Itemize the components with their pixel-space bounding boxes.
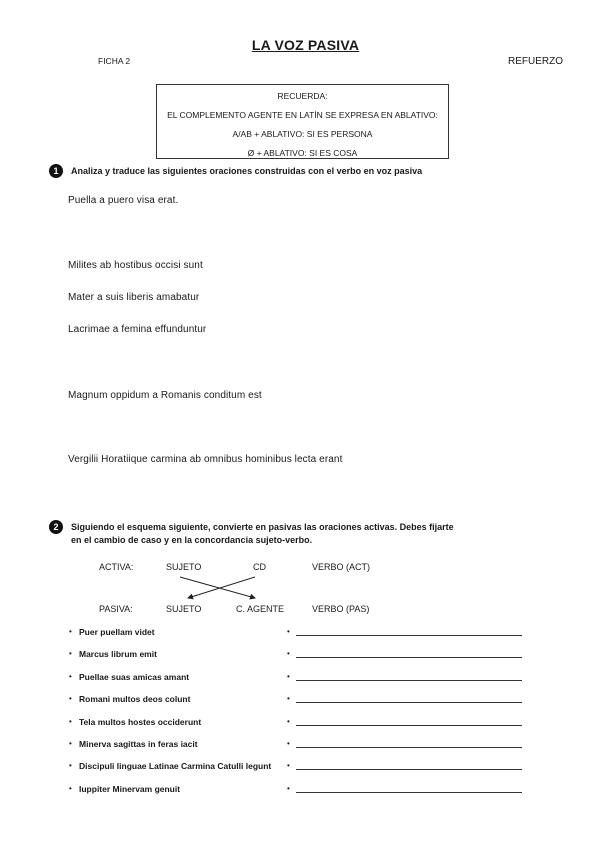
reminder-rule: EL COMPLEMENTO AGENTE EN LATÍN SE EXPRESA EN ABLATIVO: <box>167 110 438 120</box>
bullet-icon: • <box>287 761 290 770</box>
reminder-heading: RECUERDA: <box>277 91 328 101</box>
reminder-person-rule: A/AB + ABLATIVO: SI ES PERSONA <box>232 129 373 139</box>
active-sentence: Puellae suas amicas amant <box>79 672 190 682</box>
bullet-icon: • <box>69 627 72 636</box>
active-sentence: Puer puellam videt <box>79 627 155 637</box>
active-sentence: Marcus librum emit <box>79 649 157 659</box>
answer-line[interactable] <box>296 657 522 658</box>
scheme-passive-subject: SUJETO <box>166 604 202 614</box>
worksheet-level: REFUERZO <box>508 56 563 67</box>
page-title: LA VOZ PASIVA <box>251 37 360 53</box>
exercise-1-sentence: Puella a puero visa erat. <box>68 195 179 206</box>
answer-line[interactable] <box>296 747 522 748</box>
bullet-icon: • <box>287 627 290 636</box>
active-sentence: Minerva sagittas in feras iacit <box>79 739 198 749</box>
exercise-2-instruction-line-1: Siguiendo el esquema siguiente, convierte en pasivas las oraciones activas. Debes fijarte <box>71 522 454 532</box>
bullet-icon: • <box>69 717 72 726</box>
active-sentence: Iuppiter Minervam genuit <box>79 784 181 794</box>
scheme-passive-verb: VERBO (PAS) <box>312 604 370 614</box>
bullet-icon: • <box>69 672 72 681</box>
active-sentence: Tela multos hostes occiderunt <box>79 717 202 727</box>
exercise-1-sentence: Lacrimae a femina effunduntur <box>68 324 207 335</box>
bullet-icon: • <box>287 649 290 658</box>
reminder-thing-rule: Ø + ABLATIVO: SI ES COSA <box>247 148 358 158</box>
bullet-icon: • <box>287 694 290 703</box>
bullet-icon: • <box>287 784 290 793</box>
exercise-1-sentence: Milites ab hostibus occisi sunt <box>68 260 203 271</box>
active-sentence: Romani multos deos colunt <box>79 694 191 704</box>
exercise-1-instruction: Analiza y traduce las siguientes oraciones construidas con el verbo en voz pasiva <box>71 166 423 176</box>
active-sentence: Discipuli linguae Latinae Carmina Catulli legunt <box>79 761 272 771</box>
scheme-cross-arrows <box>160 572 280 604</box>
scheme-active-subject: SUJETO <box>166 562 202 572</box>
bullet-icon: • <box>287 717 290 726</box>
answer-line[interactable] <box>296 680 522 681</box>
answer-line[interactable] <box>296 792 522 793</box>
answer-line[interactable] <box>296 635 522 636</box>
bullet-icon: • <box>287 672 290 681</box>
scheme-passive-label: PASIVA: <box>99 604 133 614</box>
exercise-1-sentence: Mater a suis liberis amabatur <box>68 292 200 303</box>
scheme-active-object: CD <box>253 562 266 572</box>
exercise-1-sentence: Vergilii Horatiique carmina ab omnibus hominibus lecta erant <box>68 454 343 465</box>
bullet-icon: • <box>69 784 72 793</box>
scheme-active-verb: VERBO (ACT) <box>312 562 371 572</box>
bullet-icon: • <box>69 694 72 703</box>
answer-line[interactable] <box>296 725 522 726</box>
bullet-icon: • <box>69 649 72 658</box>
exercise-2-number-badge: 2 <box>49 520 63 534</box>
exercise-1-sentence: Magnum oppidum a Romanis conditum est <box>68 390 262 401</box>
worksheet-number: FICHA 2 <box>98 56 131 66</box>
scheme-passive-agent: C. AGENTE <box>236 604 285 614</box>
exercise-1-number-badge: 1 <box>49 164 63 178</box>
bullet-icon: • <box>69 739 72 748</box>
bullet-icon: • <box>287 739 290 748</box>
exercise-2-instruction-line-2: en el cambio de caso y en la concordancia sujeto-verbo. <box>71 535 313 545</box>
answer-line[interactable] <box>296 702 522 703</box>
answer-line[interactable] <box>296 769 522 770</box>
scheme-active-label: ACTIVA: <box>99 562 134 572</box>
reminder-box <box>156 84 449 159</box>
bullet-icon: • <box>69 761 72 770</box>
